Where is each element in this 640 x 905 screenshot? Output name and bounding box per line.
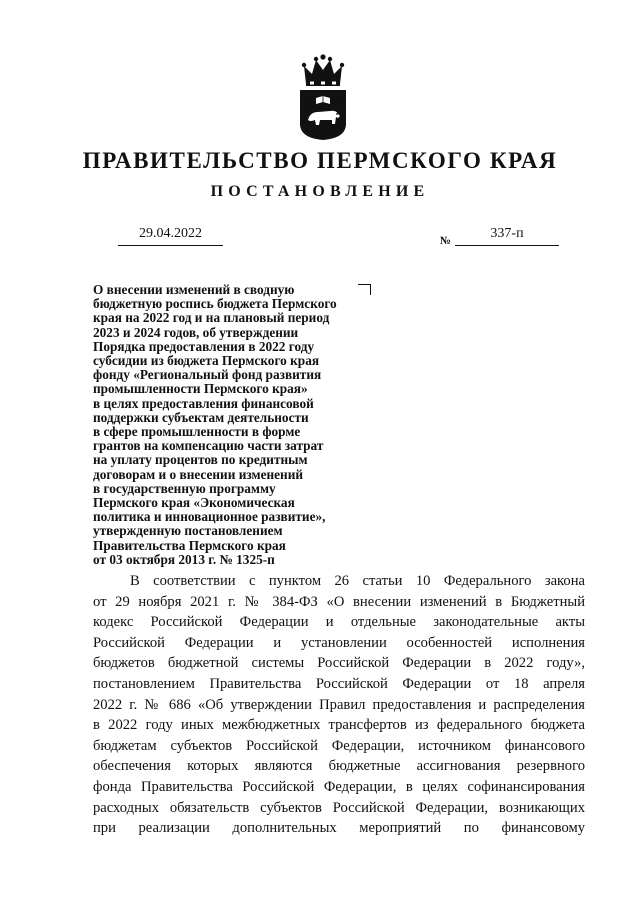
body-line: расходных обязательств субъектов Российской Федерации, возникающих [93,799,585,816]
document-number: 337-п [490,226,524,241]
subject-line: субсидии из бюджета Пермского края [93,353,320,369]
subject-line: О внесении изменений в сводную [93,282,295,297]
body-line: при реализации дополнительных мероприятий по финансовому [93,820,585,837]
subject-line: Правительства Пермского края [93,537,286,553]
subject-line: грантов на компенсацию части затрат [93,438,324,454]
date-underline [118,245,223,246]
subject-line: Порядка предоставления в 2022 году [93,338,315,354]
subject-line: утвержденную постановлением [93,523,283,539]
number-sign: № [440,235,452,247]
document-type: ПОСТАНОВЛЕНИЕ [210,183,430,200]
subject-line: в государственную программу [93,480,276,496]
government-title: ПРАВИТЕЛЬСТВО ПЕРМСКОГО КРАЯ [82,148,558,173]
number-underline [455,245,559,246]
document-subject [93,283,393,567]
body-line: в 2022 году иных межбюджетных трансфертов из федерального бюджета [93,717,585,734]
subject-line: на уплату процентов по кредитным [93,452,308,468]
subject-line: поддержки субъектам деятельности [93,409,309,425]
subject-line: политика и инновационное развитие», [93,509,326,525]
body-line: постановлением Правительства Российской Федерации от 18 апреля [93,675,585,692]
document-date: 29.04.2022 [139,226,202,241]
body-line: обеспечения которых являются бюджетные ассигнования резервного [93,758,585,775]
document-body [93,571,585,839]
body-line: В соответствии с пунктом 26 статьи 10 Федерального закона [130,573,585,589]
subject-line: Пермского края «Экономическая [93,495,295,511]
body-line: 2022 г. № 686 «Об утверждении Правил предоставления и распределения [93,696,585,713]
subject-line: в сфере промышленности в форме [93,424,301,440]
perm-krai-coat-of-arms-icon [296,54,350,140]
body-line: от 29 ноября 2021 г. № 384-ФЗ «О внесении изменений в Бюджетный [93,593,585,610]
body-line: бюджетам субъектов Российской Федерации, источником финансового [93,737,585,754]
subject-line: промышленности Пермского края» [93,381,308,397]
body-line: Российской Федерации и установлении особенностей исполнения [93,634,585,651]
subject-line: от 03 октября 2013 г. № 1325-п [93,551,275,567]
body-line: бюджетов бюджетной системы Российской Федерации в 2022 году», [93,655,585,672]
subject-line: 2023 и 2024 годов, об утверждении [93,324,299,340]
body-line: фонда Правительства Российской Федерации, в целях софинансирования [93,778,585,795]
subject-line: бюджетную роспись бюджета Пермского [93,296,337,312]
subject-line: в целях предоставления финансовой [93,395,314,411]
body-line: кодекс Российской Федерации и отдельные законодательные акты [93,614,585,631]
subject-line: фонду «Региональный фонд развития [93,367,322,383]
subject-line: договорам и о внесении изменений [93,466,304,482]
subject-line: края на 2022 год и на плановый период [93,310,330,326]
